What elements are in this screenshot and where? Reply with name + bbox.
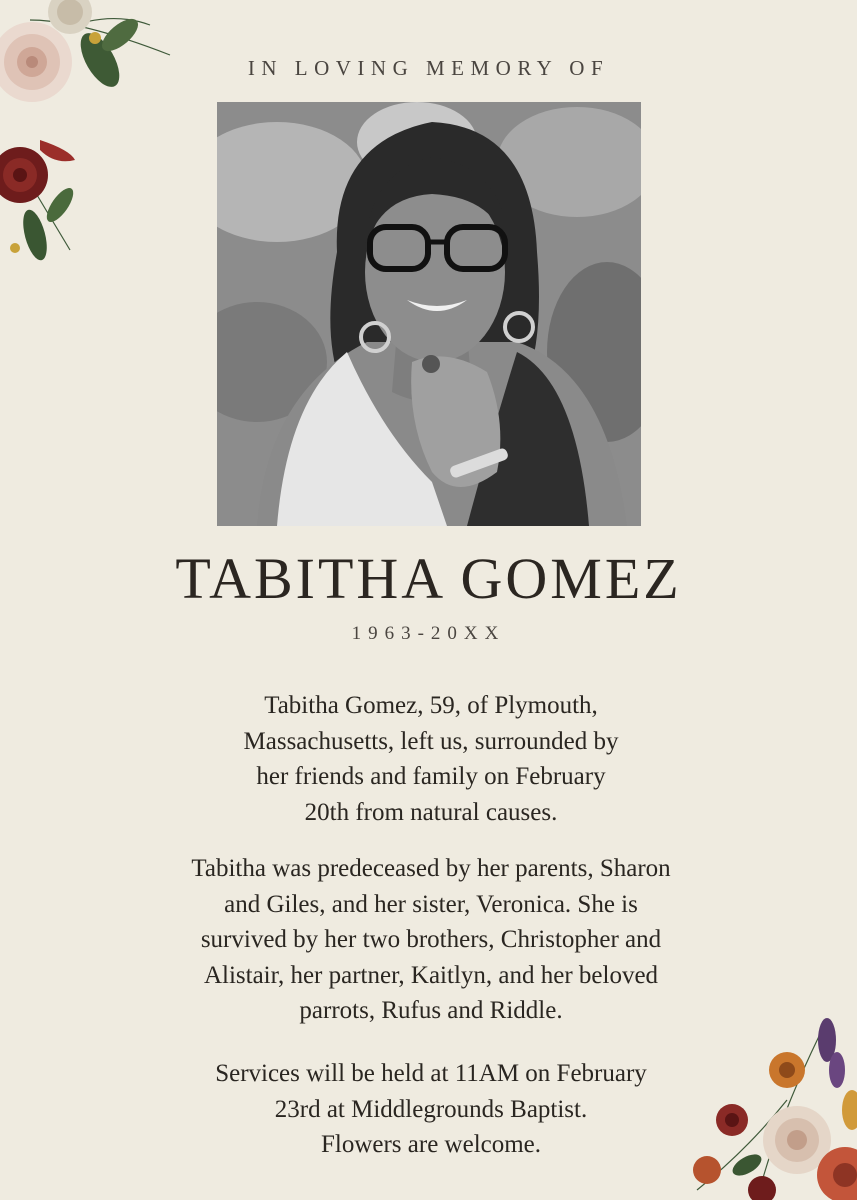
life-dates: 1963-20XX bbox=[351, 623, 506, 644]
floral-decoration-bottom-right bbox=[677, 1000, 857, 1200]
floral-bouquet-icon bbox=[677, 1000, 857, 1200]
obituary-line: survived by her two brothers, Christopher and bbox=[200, 926, 662, 953]
obituary-line: Massachusetts, left us, surrounded by bbox=[243, 727, 619, 755]
obituary-paragraph-2 bbox=[150, 851, 712, 1029]
floral-decoration-top-left bbox=[0, 0, 180, 270]
obituary-line: parrots, Rufus and Riddle. bbox=[299, 997, 563, 1024]
floral-bouquet-icon bbox=[0, 0, 180, 270]
obituary-paragraph-1 bbox=[150, 688, 712, 830]
services-line: 23rd at Middlegrounds Baptist. bbox=[274, 1095, 588, 1123]
obituary-line: and Giles, and her sister, Veronica. She is bbox=[224, 890, 638, 918]
services-line: Flowers are welcome. bbox=[320, 1131, 542, 1158]
portrait-photo bbox=[217, 102, 641, 526]
obituary-line: her friends and family on February bbox=[256, 763, 606, 790]
portrait-image bbox=[217, 102, 641, 526]
obituary-line: Tabitha was predeceased by her parents, Sharon bbox=[191, 855, 671, 882]
obituary-line: 20th from natural causes. bbox=[304, 798, 558, 826]
obituary-line: Alistair, her partner, Kaitlyn, and her beloved bbox=[203, 961, 659, 989]
deceased-name: TABITHA GOMEZ bbox=[175, 546, 682, 611]
services-paragraph bbox=[150, 1056, 712, 1163]
services-line: Services will be held at 11AM on February bbox=[215, 1060, 647, 1087]
obituary-line: Tabitha Gomez, 59, of Plymouth, bbox=[264, 692, 598, 719]
memorial-heading: IN LOVING MEMORY OF bbox=[247, 56, 610, 80]
